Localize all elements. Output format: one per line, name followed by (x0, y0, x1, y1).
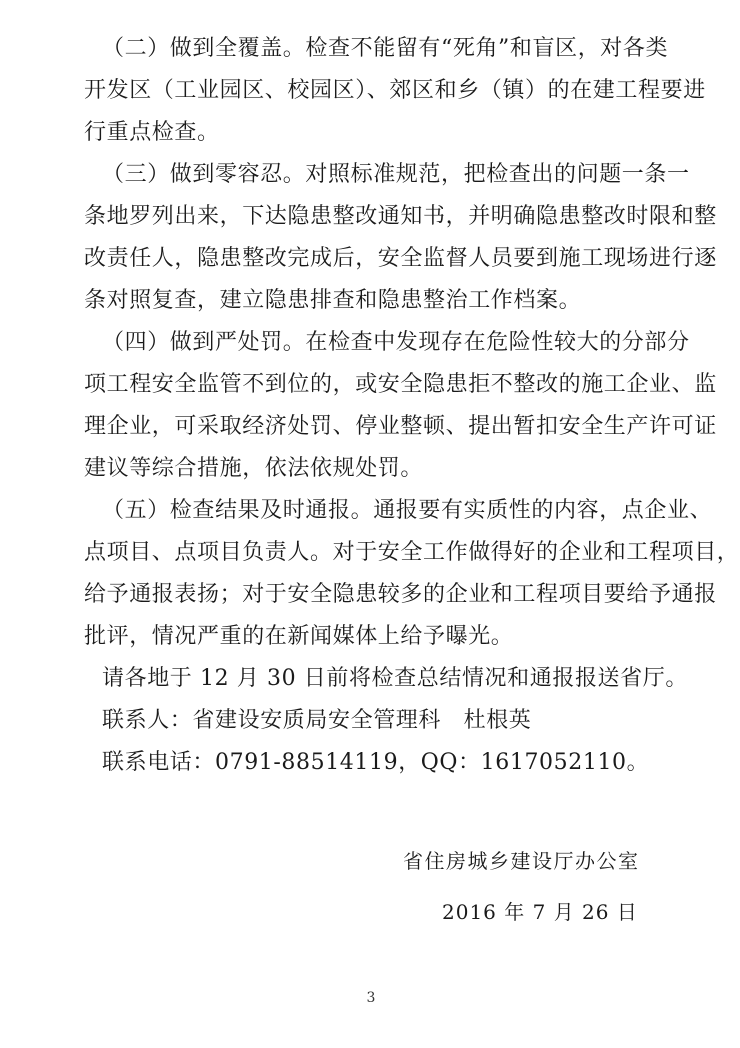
paragraph-line: 理企业，可采取经济处罚、停业整顿、提出暂扣安全生产许可证 (84, 414, 717, 439)
paragraph-zero-tolerance (84, 154, 717, 322)
deadline-notice: 请各地于 12 月 30 日前将检查总结情况和通报报送省厅。 (102, 666, 688, 691)
paragraph-timely-notification (84, 490, 740, 658)
contact-phone: 联系电话：0791-88514119，QQ：1617052110。 (102, 750, 650, 775)
paragraph-line: 给予通报表扬；对于安全隐患较多的企业和工程项目要给予通报 (84, 582, 717, 607)
document-body (84, 28, 740, 784)
paragraph-line: （四）做到严处罚。在检查中发现存在危险性较大的分部分 (102, 330, 690, 355)
closing-section (84, 658, 688, 784)
page-number: 3 (366, 990, 376, 1006)
issue-date: 2016 年 7 月 26 日 (442, 900, 638, 924)
paragraph-line: 条对照复查，建立隐患排查和隐患整治工作档案。 (84, 288, 582, 313)
paragraph-line: 点项目、点项目负责人。对于安全工作做得好的企业和工程项目， (84, 540, 740, 565)
paragraph-line: 建议等综合措施，依法依规处罚。 (84, 456, 424, 481)
paragraph-line: 开发区（工业园区、校园区）、郊区和乡（镇）的在建工程要进 (84, 78, 706, 103)
paragraph-line: 行重点检查。 (84, 120, 220, 145)
paragraph-strict-penalty (84, 322, 717, 490)
paragraph-line: 条地罗列出来，下达隐患整改通知书，并明确隐患整改时限和整 (84, 204, 717, 229)
issuing-organization: 省住房城乡建设厅办公室 (403, 849, 640, 873)
paragraph-line: （三）做到零容忍。对照标准规范，把检查出的问题一条一 (102, 162, 690, 187)
paragraph-line: 批评，情况严重的在新闻媒体上给予曝光。 (84, 624, 514, 649)
paragraph-full-coverage (84, 28, 706, 154)
paragraph-line: （二）做到全覆盖。检查不能留有“死角”和盲区，对各类 (102, 36, 669, 61)
paragraph-line: 改责任人，隐患整改完成后，安全监督人员要到施工现场进行逐 (84, 246, 717, 271)
contact-person: 联系人：省建设安质局安全管理科 杜根英 (102, 708, 532, 733)
paragraph-line: 项工程安全监管不到位的，或安全隐患拒不整改的施工企业、监 (84, 372, 717, 397)
paragraph-line: （五）检查结果及时通报。通报要有实质性的内容，点企业、 (102, 498, 713, 523)
